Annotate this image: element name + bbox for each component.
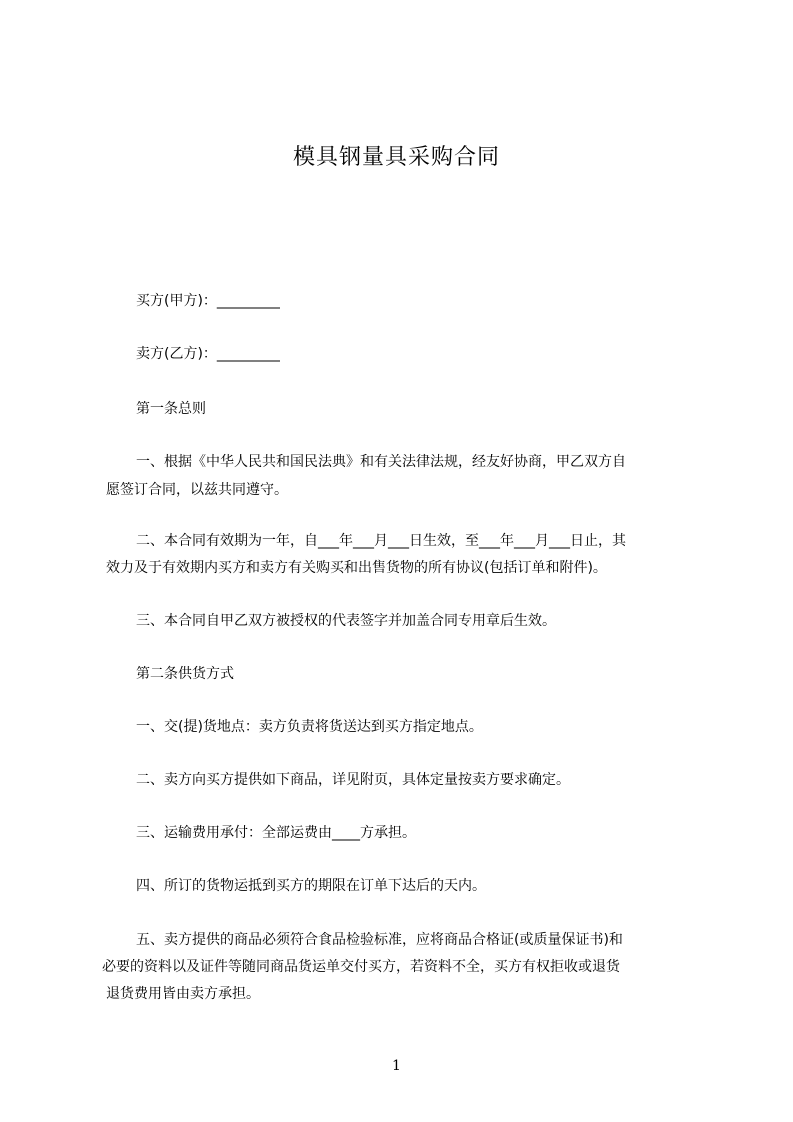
article-2-item-5-line-1: 五、卖方提供的商品必须符合食品检验标准，应将商品合格证(或质量保证书)和 xyxy=(136,932,623,948)
article-1-item-3: 三、本合同自甲乙双方被授权的代表签字并加盖合同专用章后生效。 xyxy=(136,613,556,629)
article-1-heading: 第一条总则 xyxy=(136,401,206,417)
article-1-item-1-line-2: 愿签订合同，以兹共同遵守。 xyxy=(106,482,288,498)
page-number: 1 xyxy=(392,1058,401,1074)
article-2-item-5-line-2: 必要的资料以及证件等随同商品货运单交付买方，若资料不全，买方有权拒收或退货 xyxy=(102,959,620,975)
article-2-item-2: 二、卖方向买方提供如下商品，详见附页，具体定量按卖方要求确定。 xyxy=(136,772,570,788)
article-2-heading: 第二条供货方式 xyxy=(136,666,234,682)
article-1-item-1-line-1: 一、根据《中华人民共和国民法典》和有关法律法规，经友好协商，甲乙双方自 xyxy=(136,454,626,470)
article-2-item-5-line-3: 退货费用皆由卖方承担。 xyxy=(106,986,260,1002)
document-title: 模具钢量具采购合同 xyxy=(292,145,500,170)
seller-line: 卖方(乙方)：_________ xyxy=(136,346,280,362)
article-1-item-2-line-2: 效力及于有效期内买方和卖方有关购买和出售货物的所有协议(包括订单和附件)。 xyxy=(106,560,607,576)
article-1-item-2-line-1: 二、本合同有效期为一年，自___年___月___日生效，至___年___月___日止，其 xyxy=(136,533,626,549)
article-2-item-3: 三、运输费用承付：全部运费由____方承担。 xyxy=(136,825,416,841)
buyer-line: 买方(甲方)：_________ xyxy=(136,293,280,309)
article-2-item-4: 四、所订的货物运抵到买方的期限在订单下达后的天内。 xyxy=(136,878,486,894)
article-2-item-1: 一、交(提)货地点：卖方负责将货送达到买方指定地点。 xyxy=(136,719,483,735)
